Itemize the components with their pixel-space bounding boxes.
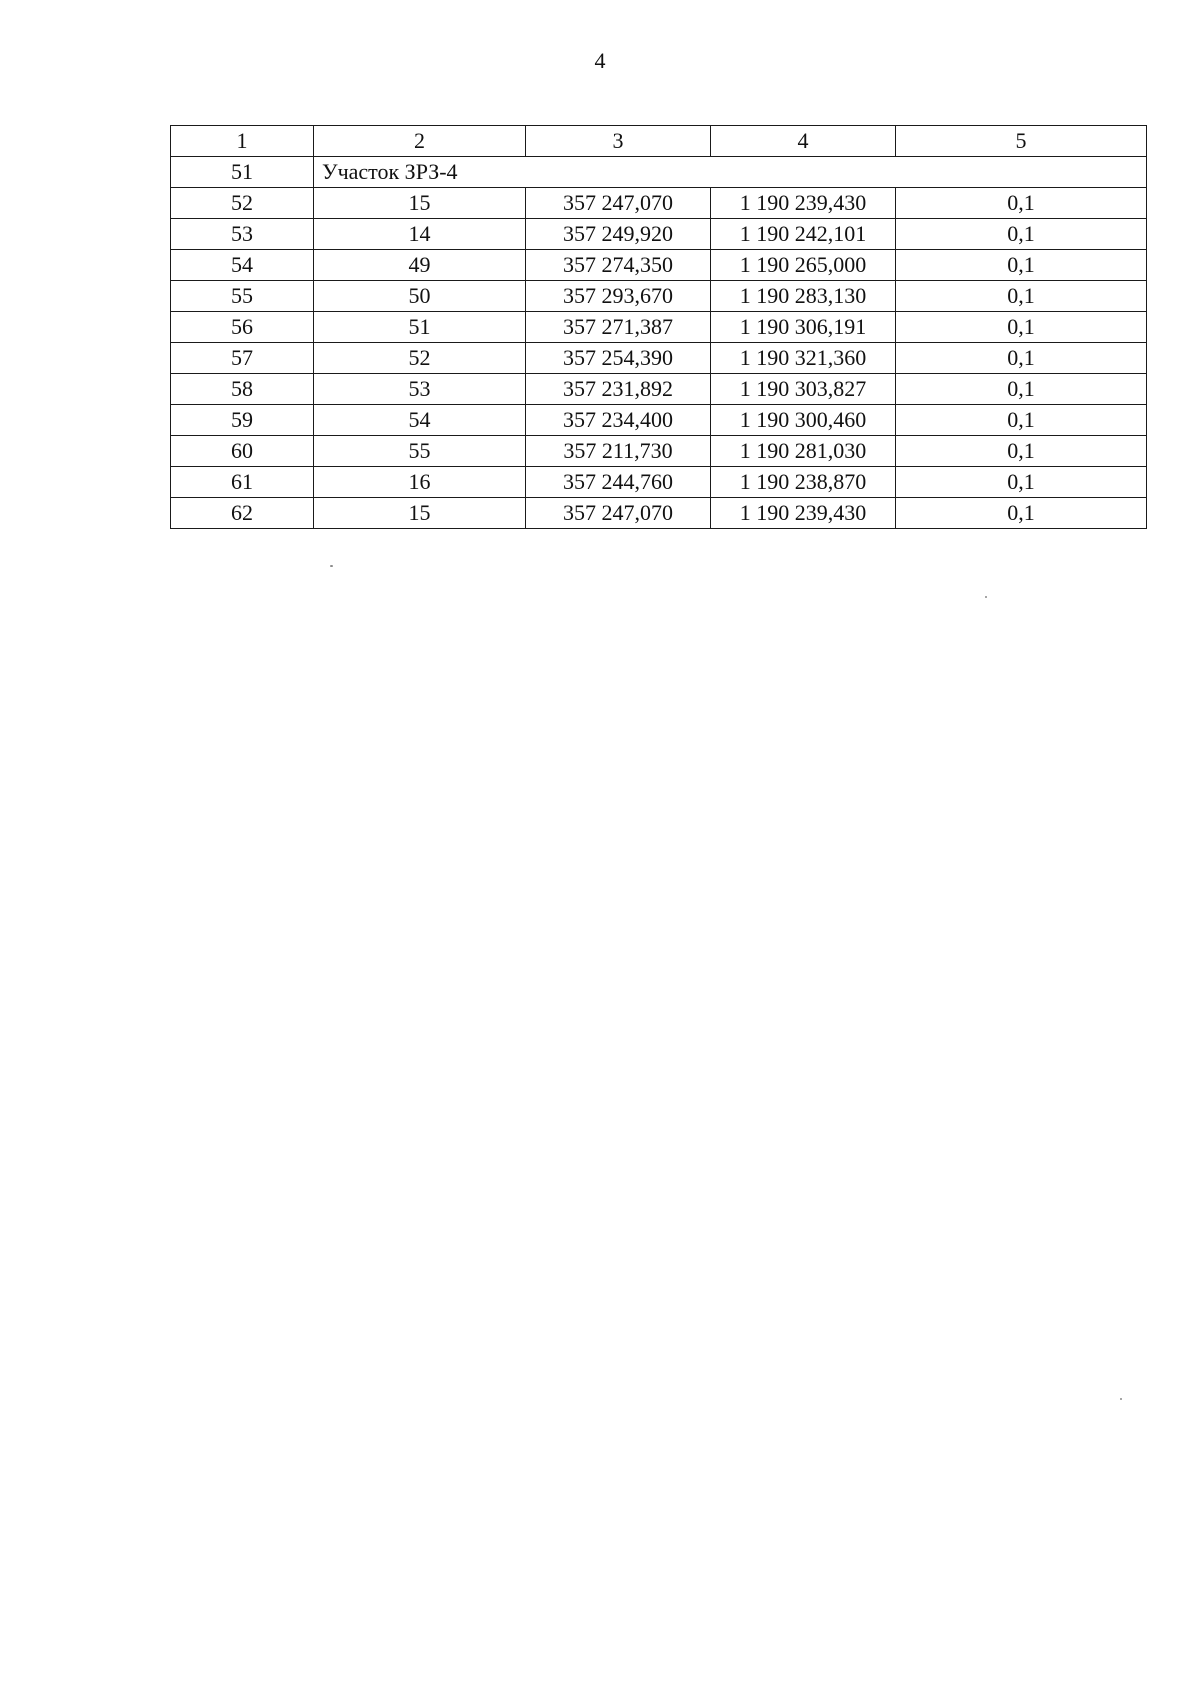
point-number: 14 xyxy=(314,219,526,250)
accuracy: 0,1 xyxy=(896,281,1147,312)
column-number-1: 1 xyxy=(171,126,314,157)
point-number: 16 xyxy=(314,467,526,498)
accuracy: 0,1 xyxy=(896,312,1147,343)
table-row xyxy=(171,219,1147,250)
table-row xyxy=(171,343,1147,374)
coordinate-y: 1 190 239,430 xyxy=(711,188,896,219)
point-number: 54 xyxy=(314,405,526,436)
coordinate-x: 357 293,670 xyxy=(526,281,711,312)
row-index: 59 xyxy=(171,405,314,436)
row-index: 58 xyxy=(171,374,314,405)
point-number: 49 xyxy=(314,250,526,281)
coordinate-y: 1 190 283,130 xyxy=(711,281,896,312)
table-header-row xyxy=(171,126,1147,157)
table-row xyxy=(171,188,1147,219)
coordinate-y: 1 190 238,870 xyxy=(711,467,896,498)
accuracy: 0,1 xyxy=(896,467,1147,498)
coordinate-y: 1 190 281,030 xyxy=(711,436,896,467)
row-index: 55 xyxy=(171,281,314,312)
point-number: 50 xyxy=(314,281,526,312)
accuracy: 0,1 xyxy=(896,250,1147,281)
scan-speck xyxy=(985,596,987,598)
point-number: 51 xyxy=(314,312,526,343)
coordinate-x: 357 247,070 xyxy=(526,498,711,529)
column-number-5: 5 xyxy=(896,126,1147,157)
point-number: 55 xyxy=(314,436,526,467)
accuracy: 0,1 xyxy=(896,188,1147,219)
row-index: 61 xyxy=(171,467,314,498)
table-row xyxy=(171,498,1147,529)
coordinate-x: 357 274,350 xyxy=(526,250,711,281)
coordinate-x: 357 271,387 xyxy=(526,312,711,343)
point-number: 15 xyxy=(314,188,526,219)
row-index: 56 xyxy=(171,312,314,343)
row-index: 62 xyxy=(171,498,314,529)
accuracy: 0,1 xyxy=(896,374,1147,405)
row-index: 57 xyxy=(171,343,314,374)
coordinate-x: 357 247,070 xyxy=(526,188,711,219)
accuracy: 0,1 xyxy=(896,343,1147,374)
scan-speck xyxy=(1120,1398,1122,1400)
section-index: 51 xyxy=(171,157,314,188)
row-index: 53 xyxy=(171,219,314,250)
coordinates-table xyxy=(170,125,1147,529)
section-label: Участок ЗРЗ-4 xyxy=(314,157,1147,188)
accuracy: 0,1 xyxy=(896,405,1147,436)
table-row xyxy=(171,374,1147,405)
coordinate-x: 357 249,920 xyxy=(526,219,711,250)
point-number: 15 xyxy=(314,498,526,529)
point-number: 53 xyxy=(314,374,526,405)
coordinate-y: 1 190 242,101 xyxy=(711,219,896,250)
column-number-3: 3 xyxy=(526,126,711,157)
scan-speck xyxy=(330,565,333,567)
column-number-4: 4 xyxy=(711,126,896,157)
coordinate-y: 1 190 321,360 xyxy=(711,343,896,374)
table-row xyxy=(171,405,1147,436)
coordinate-x: 357 211,730 xyxy=(526,436,711,467)
row-index: 60 xyxy=(171,436,314,467)
point-number: 52 xyxy=(314,343,526,374)
accuracy: 0,1 xyxy=(896,219,1147,250)
column-number-2: 2 xyxy=(314,126,526,157)
table-row xyxy=(171,281,1147,312)
row-index: 52 xyxy=(171,188,314,219)
page-number: 4 xyxy=(594,48,606,73)
table-row xyxy=(171,467,1147,498)
coordinate-y: 1 190 265,000 xyxy=(711,250,896,281)
coordinate-x: 357 231,892 xyxy=(526,374,711,405)
coordinate-x: 357 244,760 xyxy=(526,467,711,498)
coordinate-y: 1 190 300,460 xyxy=(711,405,896,436)
coordinate-x: 357 254,390 xyxy=(526,343,711,374)
coordinate-y: 1 190 303,827 xyxy=(711,374,896,405)
table-row xyxy=(171,312,1147,343)
section-row xyxy=(171,157,1147,188)
accuracy: 0,1 xyxy=(896,498,1147,529)
accuracy: 0,1 xyxy=(896,436,1147,467)
row-index: 54 xyxy=(171,250,314,281)
coordinate-y: 1 190 239,430 xyxy=(711,498,896,529)
coordinate-y: 1 190 306,191 xyxy=(711,312,896,343)
table-row xyxy=(171,250,1147,281)
table-row xyxy=(171,436,1147,467)
coordinate-x: 357 234,400 xyxy=(526,405,711,436)
